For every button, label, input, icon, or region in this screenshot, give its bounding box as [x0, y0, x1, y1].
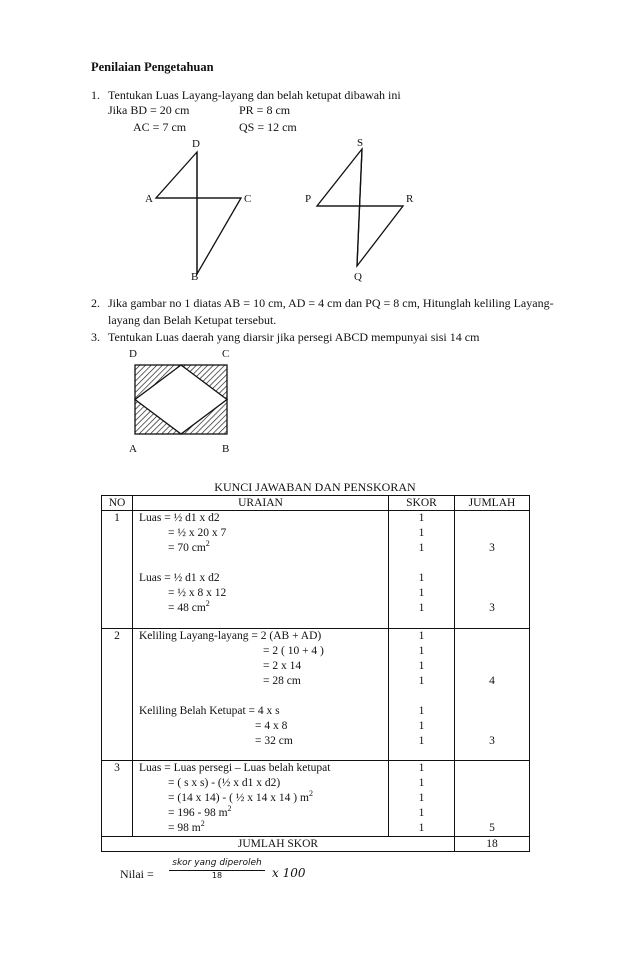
row1-skor: 1 1 1 1 1 1	[389, 511, 455, 629]
kite-label-d: D	[192, 138, 200, 150]
header-jumlah: JUMLAH	[455, 496, 530, 511]
nilai-fraction	[167, 858, 267, 880]
rhombus-diagram	[300, 136, 422, 284]
row2-skor: 1 1 1 1 1 1 1	[389, 629, 455, 761]
kite-label-c: C	[244, 193, 252, 205]
rhombus-diagonal-sq	[357, 149, 362, 266]
answer-key-table	[101, 495, 530, 852]
square-diagram	[120, 345, 250, 457]
kite-label-b: B	[191, 271, 199, 282]
q2-line2: layang dan Belah Ketupat tersebut.	[108, 313, 277, 327]
table-row	[102, 761, 530, 837]
kite-label-a: A	[145, 193, 153, 205]
row3-line1: Luas = Luas persegi – Luas belah ketupat	[139, 762, 331, 774]
square-label-d: D	[129, 348, 137, 360]
nilai-multiplier: x 100	[272, 866, 306, 880]
row2-line4: = 28 cm	[263, 675, 301, 687]
row2-line7: = 4 x 8	[255, 720, 288, 732]
rhombus-label-s: S	[357, 137, 364, 149]
row2-uraian	[133, 629, 389, 761]
row1-line6: = ½ x 8 x 12	[168, 587, 227, 599]
table-row	[102, 629, 530, 761]
kite-diagram	[140, 136, 260, 282]
q1-given-bd: Jika BD = 20 cm	[108, 103, 190, 117]
nilai-label: Nilai =	[120, 867, 154, 881]
nilai-denominator: 18	[211, 871, 223, 880]
q1-number: 1.	[91, 88, 100, 102]
row1-line5: Luas = ½ d1 x d2	[139, 572, 220, 584]
row3-line4: = 196 - 98 $m^2$	[168, 804, 232, 819]
square-label-b: B	[222, 443, 230, 455]
table-footer-row	[102, 837, 530, 852]
footer-label: JUMLAH SKOR	[102, 837, 455, 852]
row1-line1: Luas = ½ d1 x d2	[139, 512, 220, 524]
q2-number: 2.	[91, 296, 100, 310]
square-label-a: A	[129, 443, 137, 455]
q3-text: Tentukan Luas daerah yang diarsir jika persegi ABCD mempunyai sisi 14 cm	[108, 330, 480, 344]
row3-skor: 1 1 1 1 1	[389, 761, 455, 837]
table-row	[102, 511, 530, 629]
answer-key-title: KUNCI JAWABAN DAN PENSKORAN	[214, 480, 416, 494]
row1-uraian	[133, 511, 389, 629]
row3-jumlah: 5	[455, 761, 530, 837]
square-label-c: C	[222, 348, 230, 360]
q1-text: Tentukan Luas Layang-layang dan belah ketupat dibawah ini	[108, 88, 401, 102]
row2-no: 2	[114, 630, 120, 642]
page-heading: Penilaian Pengetahuan	[91, 60, 214, 74]
row2-line1: Keliling Layang-layang = 2 (AB + AD)	[139, 630, 322, 642]
header-no: NO	[102, 496, 133, 511]
table-header-row	[102, 496, 530, 511]
kite-outline	[156, 152, 241, 274]
header-skor: SKOR	[389, 496, 455, 511]
header-uraian: URAIAN	[133, 496, 389, 511]
q2-line1: Jika gambar no 1 diatas AB = 10 cm, AD = 4 cm dan PQ = 8 cm, Hitunglah keliling Layang-	[108, 296, 554, 310]
row2-line8: = 32 cm	[255, 735, 293, 747]
rhombus-label-p: P	[305, 193, 312, 205]
footer-total: 18	[455, 837, 530, 852]
rhombus-label-q: Q	[354, 271, 362, 283]
q3-number: 3.	[91, 330, 100, 344]
row1-line2: = ½ x 20 x 7	[168, 527, 227, 539]
rhombus-label-r: R	[406, 193, 414, 205]
q1-given-ac: AC = 7 cm	[133, 120, 187, 134]
row2-line3: = 2 x 14	[263, 660, 302, 672]
row3-line2: = ( s x s) - (½ x d1 x d2)	[168, 777, 281, 789]
row3-no: 3	[114, 762, 120, 774]
row1-line3: = 70 $cm^2$	[168, 539, 210, 554]
row1-line7: = 48 $cm^2$	[168, 599, 210, 614]
row2-line2: = 2 ( 10 + 4 )	[263, 645, 324, 657]
row2-jumlah: 4 3	[455, 629, 530, 761]
nilai-numerator: skor yang diperoleh	[172, 858, 262, 868]
q1-given-qs: QS = 12 cm	[239, 120, 297, 134]
q1-given-pr: PR = 8 cm	[239, 103, 291, 117]
row3-line3: = (14 x 14) - ( ½ x 14 x 14 ) $m^2$	[168, 789, 313, 804]
row3-line5: = 98 $m^2$	[168, 819, 205, 834]
row1-jumlah: 3 3	[455, 511, 530, 629]
row3-uraian	[133, 761, 389, 837]
row2-line6: Keliling Belah Ketupat = 4 x s	[139, 705, 280, 717]
row1-no: 1	[114, 512, 120, 524]
